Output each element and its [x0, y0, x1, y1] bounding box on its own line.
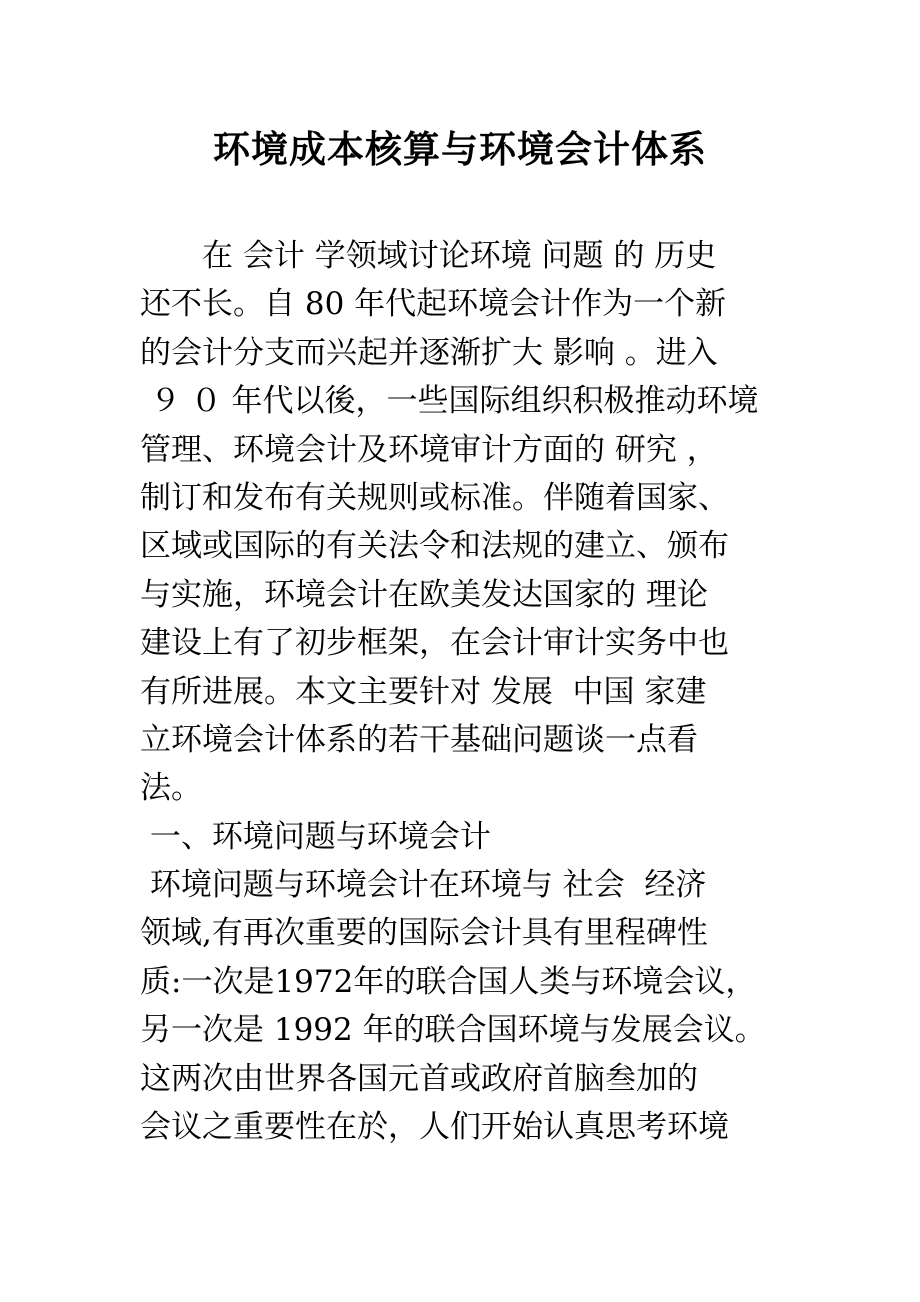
- text-line: 管理、环境会计及环境审计方面的 研究 ，: [140, 431, 718, 468]
- text-line: 的会计分支而兴起并逐渐扩大 影响 。进入: [140, 334, 718, 371]
- text-line: 立环境会计体系的若干基础问题谈一点看: [140, 721, 698, 758]
- document-body: [140, 232, 790, 1151]
- text-line: 法。: [140, 770, 202, 807]
- text-line: 会议之重要性在於，人们开始认真思考环境: [140, 1109, 729, 1146]
- text-line: 质:一次是1972年的联合国人类与环境会议，: [140, 963, 757, 1000]
- text-line: 建设上有了初步框架，在会计审计实务中也: [140, 625, 729, 662]
- text-line: 区域或国际的有关法令和法规的建立、颁布: [140, 528, 729, 565]
- text-line: 还不长。自 80 年代起环境会计作为一个新: [140, 286, 727, 323]
- text-line: 在 会计 学领域讨论环境 问题 的 历史: [140, 238, 717, 274]
- text-line: 制订和发布有关规则或标准。伴随着国家、: [140, 479, 729, 516]
- text-line: 领域,有再次重要的国际会计具有里程碑性: [140, 915, 708, 952]
- text-line: 与实施，环境会计在欧美发达国家的 理论: [140, 576, 708, 613]
- text-line: 另一次是 1992 年的联合国环境与发展会议。: [140, 1012, 766, 1049]
- text-line: 这两次由世界各国元首或政府首脑叁加的: [140, 1060, 698, 1097]
- text-line: ９ ０ 年代以後，一些国际组织积极推动环境: [140, 383, 759, 420]
- text-line: 环境问题与环境会计在环境与 社会 经济: [140, 867, 707, 904]
- text-line: 有所进展。本文主要针对 发展 中国 家建: [140, 673, 707, 710]
- section-heading: 一、环境问题与环境会计: [140, 818, 491, 855]
- document-title: 环境成本核算与环境会计体系: [213, 127, 707, 171]
